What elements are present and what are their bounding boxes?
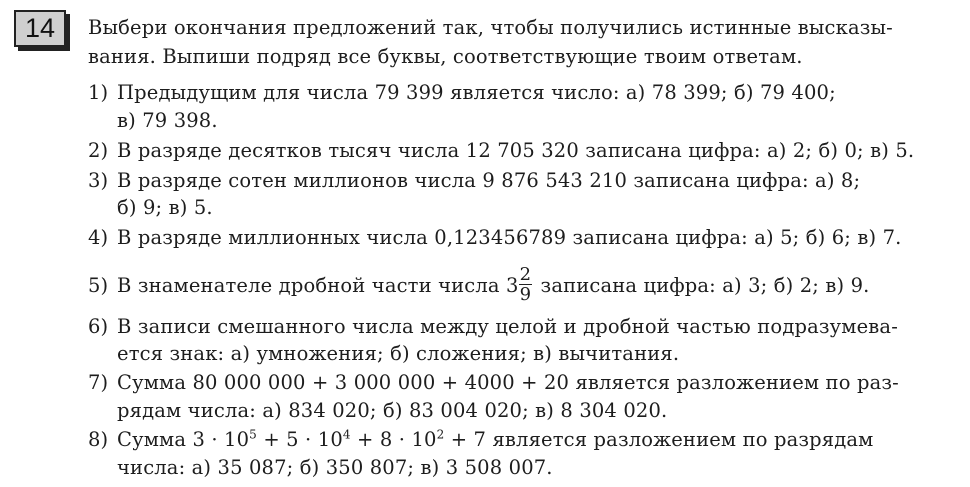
item-3-continuation: б) 9; в) 5. [117, 196, 213, 219]
item-3-text: В разряде сотен миллионов числа 9 876 543 210 записана цифра: а) 8; [117, 169, 861, 192]
item-6-continuation: ется знак: а) умножения; б) сложения; в) вычитания. [117, 342, 680, 365]
item-5-text-after: записана цифра: а) 3; б) 2; в) 9. [534, 274, 870, 297]
item-7 [88, 370, 899, 396]
item-5-number: 5) [88, 274, 109, 297]
task-intro-line-1: Выбери окончания предложений так, чтобы получились истинные высказы- [88, 16, 893, 39]
item-5 [88, 264, 870, 306]
fraction-denominator: 9 [519, 284, 532, 305]
item-6-text: В записи смешанного числа между целой и дробной частью подразумева- [117, 315, 898, 338]
mixed-number-fraction [519, 265, 533, 304]
item-2-text: В разряде десятков тысяч числа 12 705 320 записана цифра: а) 2; б) 0; в) 5. [117, 139, 915, 162]
exponent-3: 2 [436, 427, 445, 442]
item-4-text: В разряде миллионных числа 0,123456789 записана цифра: а) 5; б) 6; в) 7. [117, 226, 902, 249]
item-3-number: 3) [88, 169, 109, 192]
item-2-number: 2) [88, 139, 109, 162]
item-5-text-before: В знаменателе дробной части числа 3 [117, 274, 519, 297]
fraction-numerator: 2 [519, 264, 532, 285]
item-8-text-part-1: Сумма 3 · 10 [117, 428, 250, 451]
item-1-text: Предыдущим для числа 79 399 является число: а) 78 399; б) 79 400; [117, 81, 836, 104]
item-6-number: 6) [88, 315, 109, 338]
item-8-number: 8) [88, 428, 109, 451]
item-1-continuation: в) 79 398. [117, 109, 218, 132]
item-7-text: Сумма 80 000 000 + 3 000 000 + 4000 + 20 является разложением по раз- [117, 371, 899, 394]
item-7-continuation: рядам числа: а) 834 020; б) 83 004 020; в) 8 304 020. [117, 399, 668, 422]
item-4-number: 4) [88, 226, 109, 249]
item-8-text-part-4: + 7 является разложением по разрядам [444, 428, 874, 451]
item-4 [88, 225, 902, 251]
item-6 [88, 314, 898, 340]
item-1-number: 1) [88, 81, 109, 104]
exponent-1: 5 [249, 427, 257, 442]
item-2 [88, 138, 914, 164]
task-number-badge: 14 [14, 10, 66, 47]
item-8-text-part-2: + 5 · 10 [256, 428, 343, 451]
item-8 [88, 427, 874, 453]
item-8-continuation: числа: а) 35 087; б) 350 807; в) 3 508 007. [117, 456, 553, 479]
item-1 [88, 80, 836, 106]
exponent-2: 4 [342, 427, 351, 442]
item-7-number: 7) [88, 371, 109, 394]
task-intro-line-2: вания. Выпиши подряд все буквы, соответствующие твоим ответам. [88, 45, 803, 68]
item-3 [88, 168, 860, 194]
item-8-text-part-3: + 8 · 10 [350, 428, 437, 451]
